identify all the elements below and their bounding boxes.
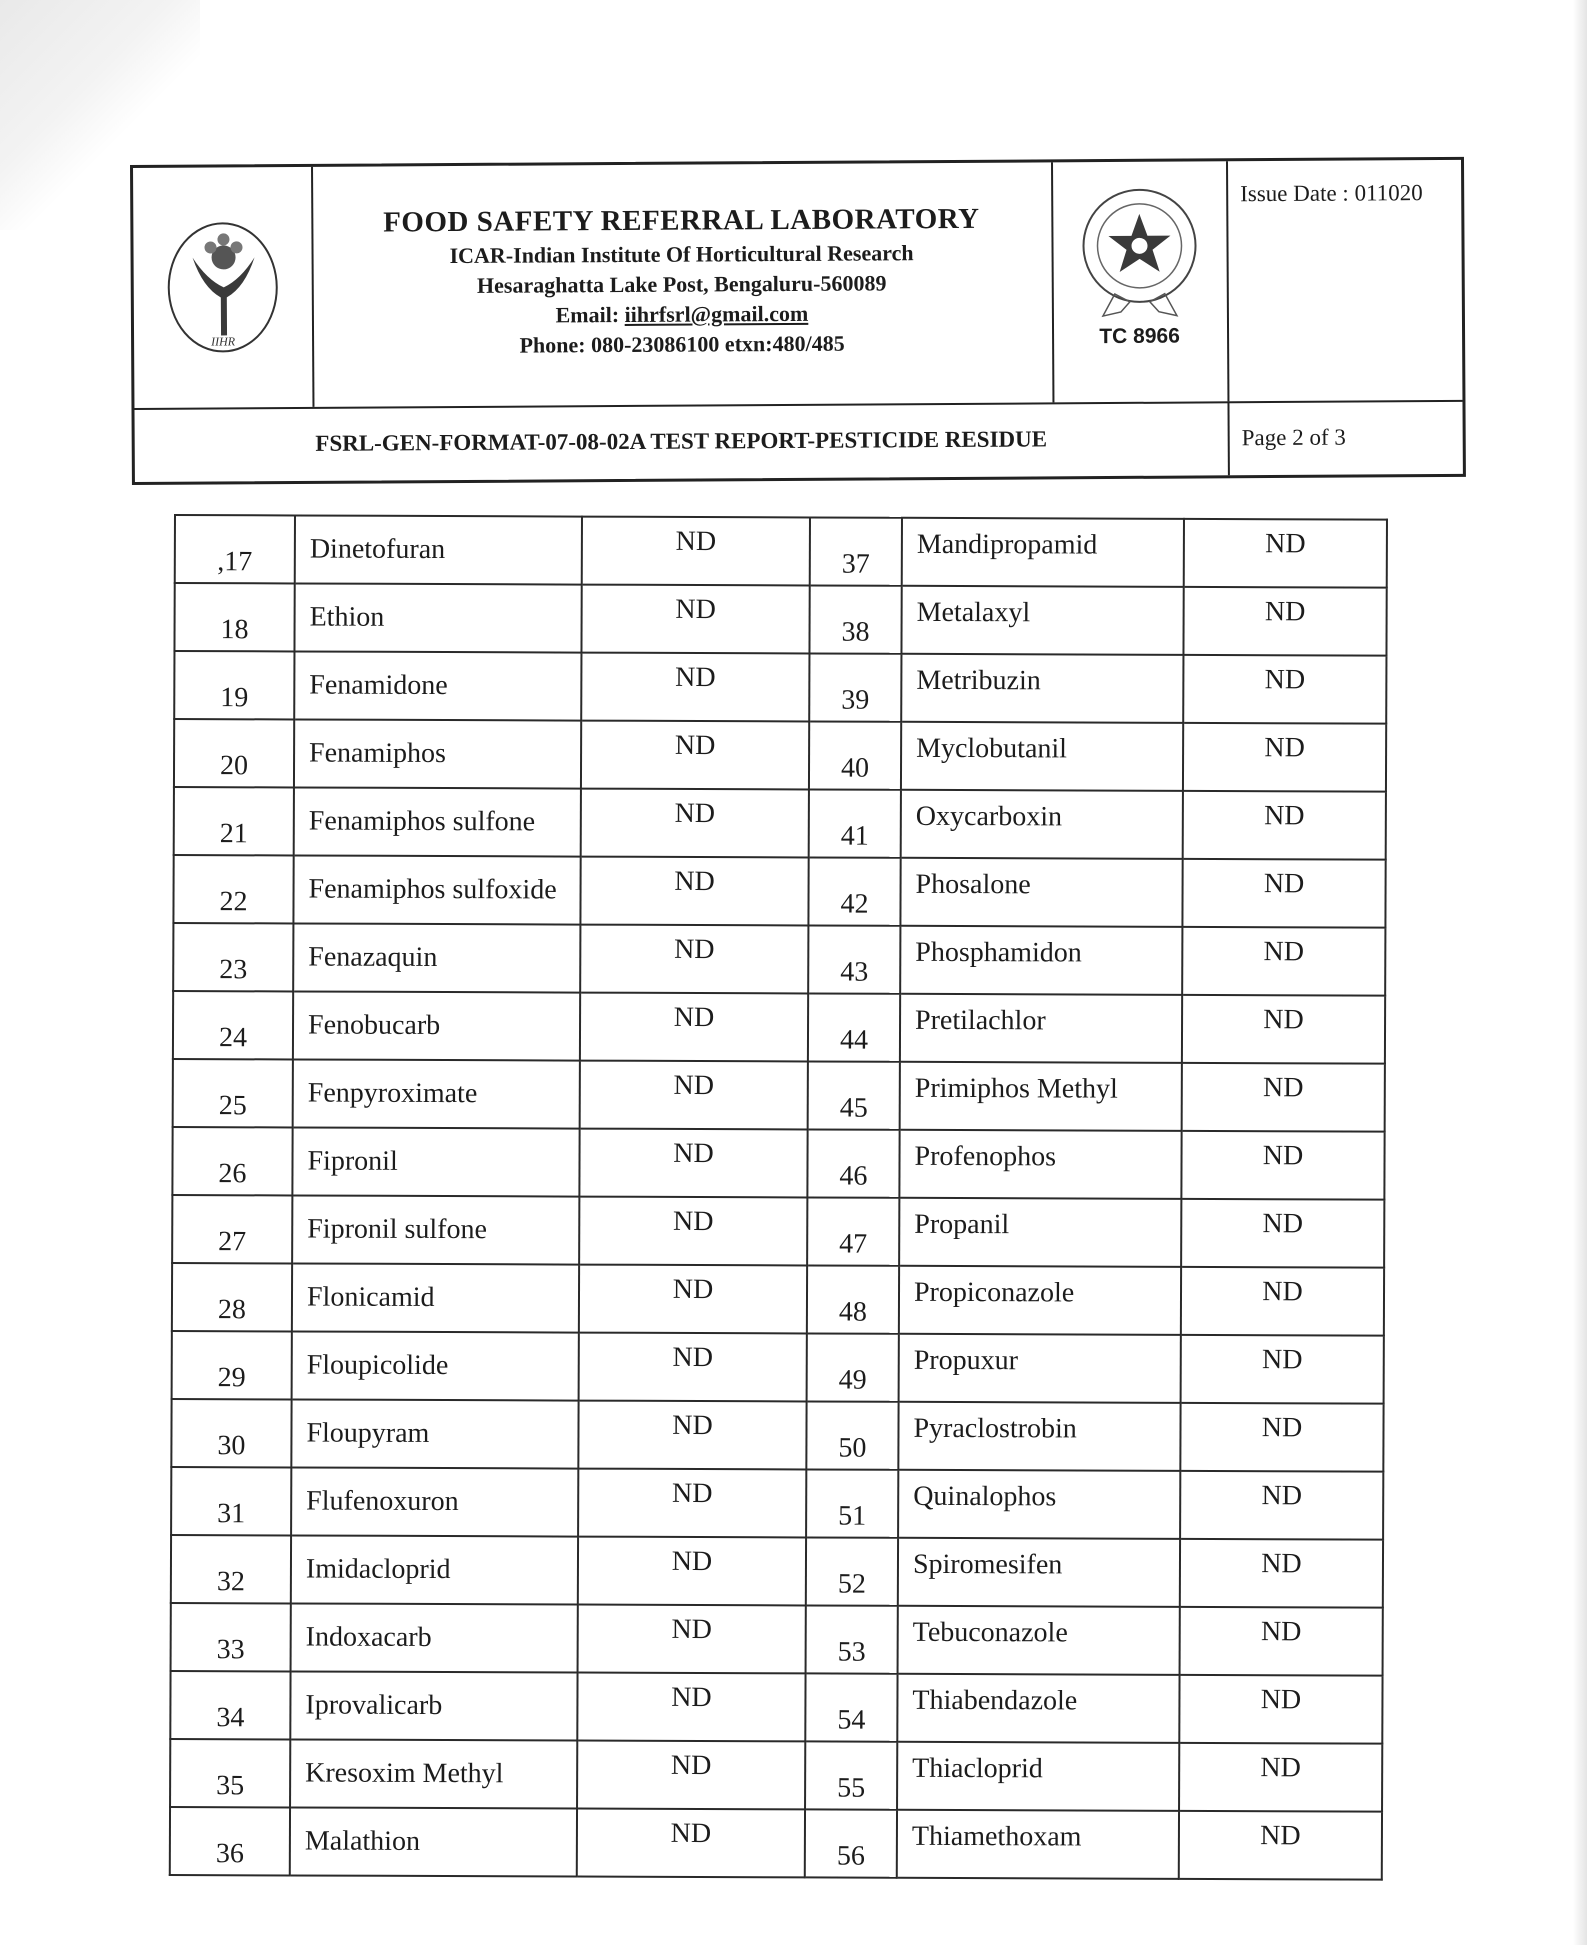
pesticide-name: Fenobucarb (293, 991, 580, 1060)
result-value: ND (581, 789, 809, 858)
nabl-seal (1051, 161, 1229, 402)
result-value: ND (1183, 587, 1386, 656)
serial-number: 47 (807, 1197, 899, 1265)
pesticide-name: Pretilachlor (900, 994, 1182, 1063)
pesticide-name: Metribuzin (901, 654, 1183, 723)
table-row (172, 1263, 1384, 1336)
pesticide-name: Fenamiphos sulfone (294, 787, 581, 856)
result-value: ND (1179, 1675, 1382, 1744)
pesticide-name: Quinalophos (898, 1470, 1180, 1539)
serial-number: 35 (170, 1739, 290, 1807)
pesticide-name: Thiabendazole (897, 1674, 1179, 1743)
pesticide-name: Fipronil (292, 1127, 579, 1196)
table-row (173, 855, 1385, 928)
pesticide-name: Fenamiphos sulfoxide (293, 855, 580, 924)
pesticide-name: Malathion (290, 1807, 577, 1876)
pesticide-name: Flufenoxuron (291, 1467, 578, 1536)
result-value: ND (1180, 1607, 1383, 1676)
serial-number: 53 (806, 1605, 898, 1673)
result-value: ND (579, 1265, 807, 1334)
serial-number: 30 (171, 1399, 291, 1467)
table-row (171, 1399, 1383, 1472)
report-header (130, 157, 1466, 485)
serial-number: 28 (172, 1263, 292, 1331)
pesticide-name: Fipronil sulfone (292, 1195, 579, 1264)
accreditation-seal-icon (1074, 183, 1205, 334)
table-row (173, 923, 1385, 996)
table-row (170, 1739, 1382, 1812)
serial-number: 38 (809, 585, 901, 653)
pesticide-name: Propuxur (899, 1334, 1181, 1403)
table-row (172, 1195, 1384, 1268)
format-title: FSRL-GEN-FORMAT-07-08-02A TEST REPORT-PESTICIDE RESIDUE (134, 401, 1229, 482)
header-bottom-row (134, 400, 1462, 482)
table-row (174, 651, 1386, 724)
pesticide-name: Indoxacarb (291, 1603, 578, 1672)
result-value: ND (580, 1061, 808, 1130)
table-row (174, 583, 1386, 656)
serial-number: 25 (173, 1059, 293, 1127)
pesticide-name: Spiromesifen (898, 1538, 1180, 1607)
pesticide-name: Phosalone (900, 858, 1182, 927)
serial-number: 34 (170, 1671, 290, 1739)
result-value: ND (1183, 723, 1386, 792)
institute-name: ICAR-Indian Institute Of Horticultural Research (449, 240, 914, 269)
serial-number: 43 (808, 925, 900, 993)
lab-email-line (312, 299, 1052, 330)
email-label: Email: (555, 301, 625, 328)
result-value: ND (1181, 1131, 1384, 1200)
result-value: ND (581, 721, 809, 790)
result-value: ND (1179, 1811, 1382, 1880)
serial-number: 21 (174, 787, 294, 855)
table-row (171, 1467, 1383, 1540)
pesticide-name: Fenamiphos (294, 719, 581, 788)
pesticide-name: Flonicamid (292, 1263, 579, 1332)
pesticide-name: Mandipropamid (902, 518, 1184, 587)
table-row (171, 1535, 1383, 1608)
pesticide-name: Ethion (294, 583, 581, 652)
result-value: ND (1182, 859, 1385, 928)
result-value: ND (580, 857, 808, 926)
serial-number: 55 (805, 1741, 897, 1809)
table-row (173, 991, 1385, 1064)
serial-number: 46 (807, 1129, 899, 1197)
pesticide-name: Iprovalicarb (290, 1671, 577, 1740)
email-link[interactable]: iihrfsrl@gmail.com (624, 300, 809, 327)
pesticide-name: Thiacloprid (897, 1742, 1179, 1811)
serial-number: 49 (807, 1333, 899, 1401)
pesticide-name: Primiphos Methyl (900, 1062, 1182, 1131)
result-value: ND (580, 925, 808, 994)
serial-number: 41 (809, 789, 901, 857)
result-value: ND (577, 1673, 805, 1742)
table-row (174, 719, 1386, 792)
result-value: ND (579, 1333, 807, 1402)
serial-number: 26 (172, 1127, 292, 1195)
table-row (175, 515, 1387, 588)
result-value: ND (580, 993, 808, 1062)
serial-number: 36 (170, 1807, 290, 1875)
result-value: ND (1182, 1063, 1385, 1132)
result-value: ND (1180, 1403, 1383, 1472)
serial-number: 27 (172, 1195, 292, 1263)
table-row (174, 787, 1386, 860)
result-value: ND (1184, 519, 1387, 588)
serial-number: 39 (809, 653, 901, 721)
lab-details (311, 162, 1054, 407)
result-value: ND (1183, 791, 1386, 860)
result-value: ND (577, 1741, 805, 1810)
pesticide-name: Fenpyroximate (293, 1059, 580, 1128)
lab-phone: Phone: 080-23086100 etxn:480/485 (519, 330, 845, 358)
pesticide-name: Floupicolide (292, 1331, 579, 1400)
issue-date: Issue Date : 011020 (1240, 180, 1423, 207)
pesticide-name: Phosphamidon (900, 926, 1182, 995)
result-value: ND (1179, 1743, 1382, 1812)
serial-number: 56 (805, 1809, 897, 1877)
pesticide-name: Kresoxim Methyl (290, 1739, 577, 1808)
pesticide-results-table (169, 514, 1388, 1881)
pesticide-name: Propiconazole (899, 1266, 1181, 1335)
iihr-logo-icon (162, 217, 283, 358)
serial-number: 51 (806, 1469, 898, 1537)
pesticide-name: Thiamethoxam (897, 1810, 1179, 1879)
page-number: Page 2 of 3 (1241, 424, 1346, 451)
result-value: ND (579, 1197, 807, 1266)
table-row (173, 1059, 1385, 1132)
serial-number: 44 (808, 993, 900, 1061)
result-value: ND (1183, 655, 1386, 724)
serial-number: 45 (808, 1061, 900, 1129)
result-value: ND (1181, 1199, 1384, 1268)
table-row (171, 1603, 1383, 1676)
results-table-body (170, 515, 1387, 1880)
serial-number: 50 (806, 1401, 898, 1469)
pesticide-name: Pyraclostrobin (898, 1402, 1180, 1471)
table-row (170, 1671, 1382, 1744)
scan-edge (1573, 0, 1587, 1945)
result-value: ND (582, 517, 810, 586)
serial-number: 19 (174, 651, 294, 719)
pesticide-name: Tebuconazole (898, 1606, 1180, 1675)
result-value: ND (1182, 995, 1385, 1064)
serial-number: ,17 (175, 515, 295, 583)
result-value: ND (1181, 1335, 1384, 1404)
result-value: ND (579, 1129, 807, 1198)
pesticide-name: Fenazaquin (293, 923, 580, 992)
pesticide-name: Oxycarboxin (901, 790, 1183, 859)
result-value: ND (581, 653, 809, 722)
result-value: ND (578, 1537, 806, 1606)
logo-text: IIHR (211, 334, 236, 349)
serial-number: 20 (174, 719, 294, 787)
pesticide-name: Fenamidone (294, 651, 581, 720)
result-value: ND (1180, 1471, 1383, 1540)
serial-number: 22 (173, 855, 293, 923)
serial-number: 31 (171, 1467, 291, 1535)
serial-number: 42 (808, 857, 900, 925)
serial-number: 32 (171, 1535, 291, 1603)
result-value: ND (1182, 927, 1385, 996)
serial-number: 40 (809, 721, 901, 789)
serial-number: 24 (173, 991, 293, 1059)
lab-address: Hesaraghatta Lake Post, Bengaluru-560089 (476, 270, 887, 298)
pesticide-name: Imidacloprid (291, 1535, 578, 1604)
result-value: ND (577, 1809, 805, 1878)
result-value: ND (578, 1469, 806, 1538)
serial-number: 52 (806, 1537, 898, 1605)
pesticide-name: Dinetofuran (295, 515, 582, 584)
header-top-row (133, 160, 1462, 410)
serial-number: 18 (174, 583, 294, 651)
table-row (172, 1331, 1384, 1404)
pesticide-name: Metalaxyl (901, 586, 1183, 655)
result-value: ND (581, 585, 809, 654)
pesticide-name: Propanil (899, 1198, 1181, 1267)
table-row (170, 1807, 1382, 1880)
result-value: ND (1181, 1267, 1384, 1336)
pesticide-name: Myclobutanil (901, 722, 1183, 791)
serial-number: 48 (807, 1265, 899, 1333)
lab-name: FOOD SAFETY REFERRAL LABORATORY (383, 202, 980, 239)
serial-number: 23 (173, 923, 293, 991)
accreditation-code: TC 8966 (1099, 324, 1180, 349)
serial-number: 54 (805, 1673, 897, 1741)
table-row (172, 1127, 1384, 1200)
serial-number: 37 (810, 517, 902, 585)
iihr-logo (133, 167, 314, 408)
result-value: ND (578, 1605, 806, 1674)
serial-number: 29 (172, 1331, 292, 1399)
serial-number: 33 (171, 1603, 291, 1671)
pesticide-name: Floupyram (291, 1399, 578, 1468)
result-value: ND (1180, 1539, 1383, 1608)
pesticide-name: Profenophos (899, 1130, 1181, 1199)
result-value: ND (578, 1401, 806, 1470)
